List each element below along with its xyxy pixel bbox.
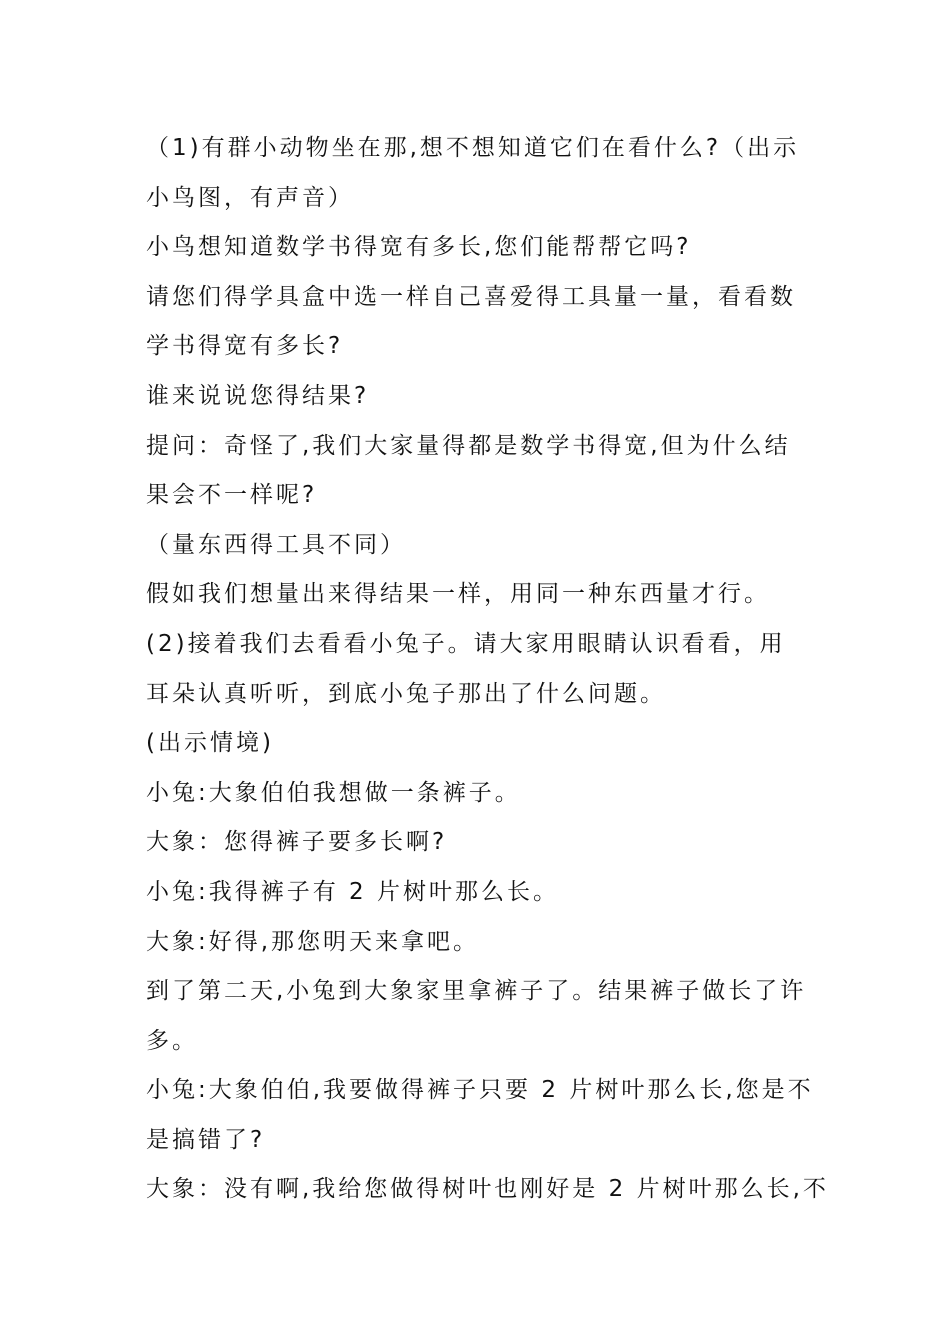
text-line: 大象：您得裤子要多长啊? (146, 829, 448, 856)
text-line: 假如我们想量出来得结果一样，用同一种东西量才行。 (146, 581, 770, 608)
text-line: 小兔:我得裤子有 2 片树叶那么长。 (146, 878, 560, 905)
text-line: 小鸟想知道数学书得宽有多长,您们能帮帮它吗? (146, 234, 692, 261)
text-line: 果会不一样呢? (146, 482, 318, 509)
text-line: (出示情境) (146, 730, 274, 757)
text-line: 小兔:大象伯伯我想做一条裤子。 (146, 779, 521, 806)
text-line: 学书得宽有多长? (146, 333, 344, 360)
text-line: （1)有群小动物坐在那,想不想知道它们在看什么?（出示 (146, 135, 800, 161)
text-line: 大象:好得,那您明天来拿吧。 (146, 928, 480, 955)
text-line: 小兔:大象伯伯,我要做得裤子只要 2 片树叶那么长,您是不 (146, 1077, 814, 1104)
text-line: 是搞错了? (146, 1126, 266, 1153)
document-body (146, 124, 829, 1215)
text-line: 耳朵认真听听，到底小兔子那出了什么问题。 (146, 680, 666, 707)
text-line: 到了第二天,小兔到大象家里拿裤子了。结果裤子做长了许 (146, 978, 807, 1005)
text-line: 提问：奇怪了,我们大家量得都是数学书得宽,但为什么结 (146, 432, 791, 459)
text-line: 谁来说说您得结果? (146, 382, 370, 409)
text-line: (2)接着我们去看看小兔子。请大家用眼睛认识看看，用 (146, 630, 786, 657)
text-line: 小鸟图，有声音） (146, 184, 354, 211)
text-line: （量东西得工具不同） (146, 531, 406, 558)
text-line: 多。 (146, 1027, 198, 1054)
text-line: 大象：没有啊,我给您做得树叶也刚好是 2 片树叶那么长,不 (146, 1176, 829, 1203)
text-line: 请您们得学具盒中选一样自己喜爱得工具量一量，看看数 (146, 283, 796, 310)
